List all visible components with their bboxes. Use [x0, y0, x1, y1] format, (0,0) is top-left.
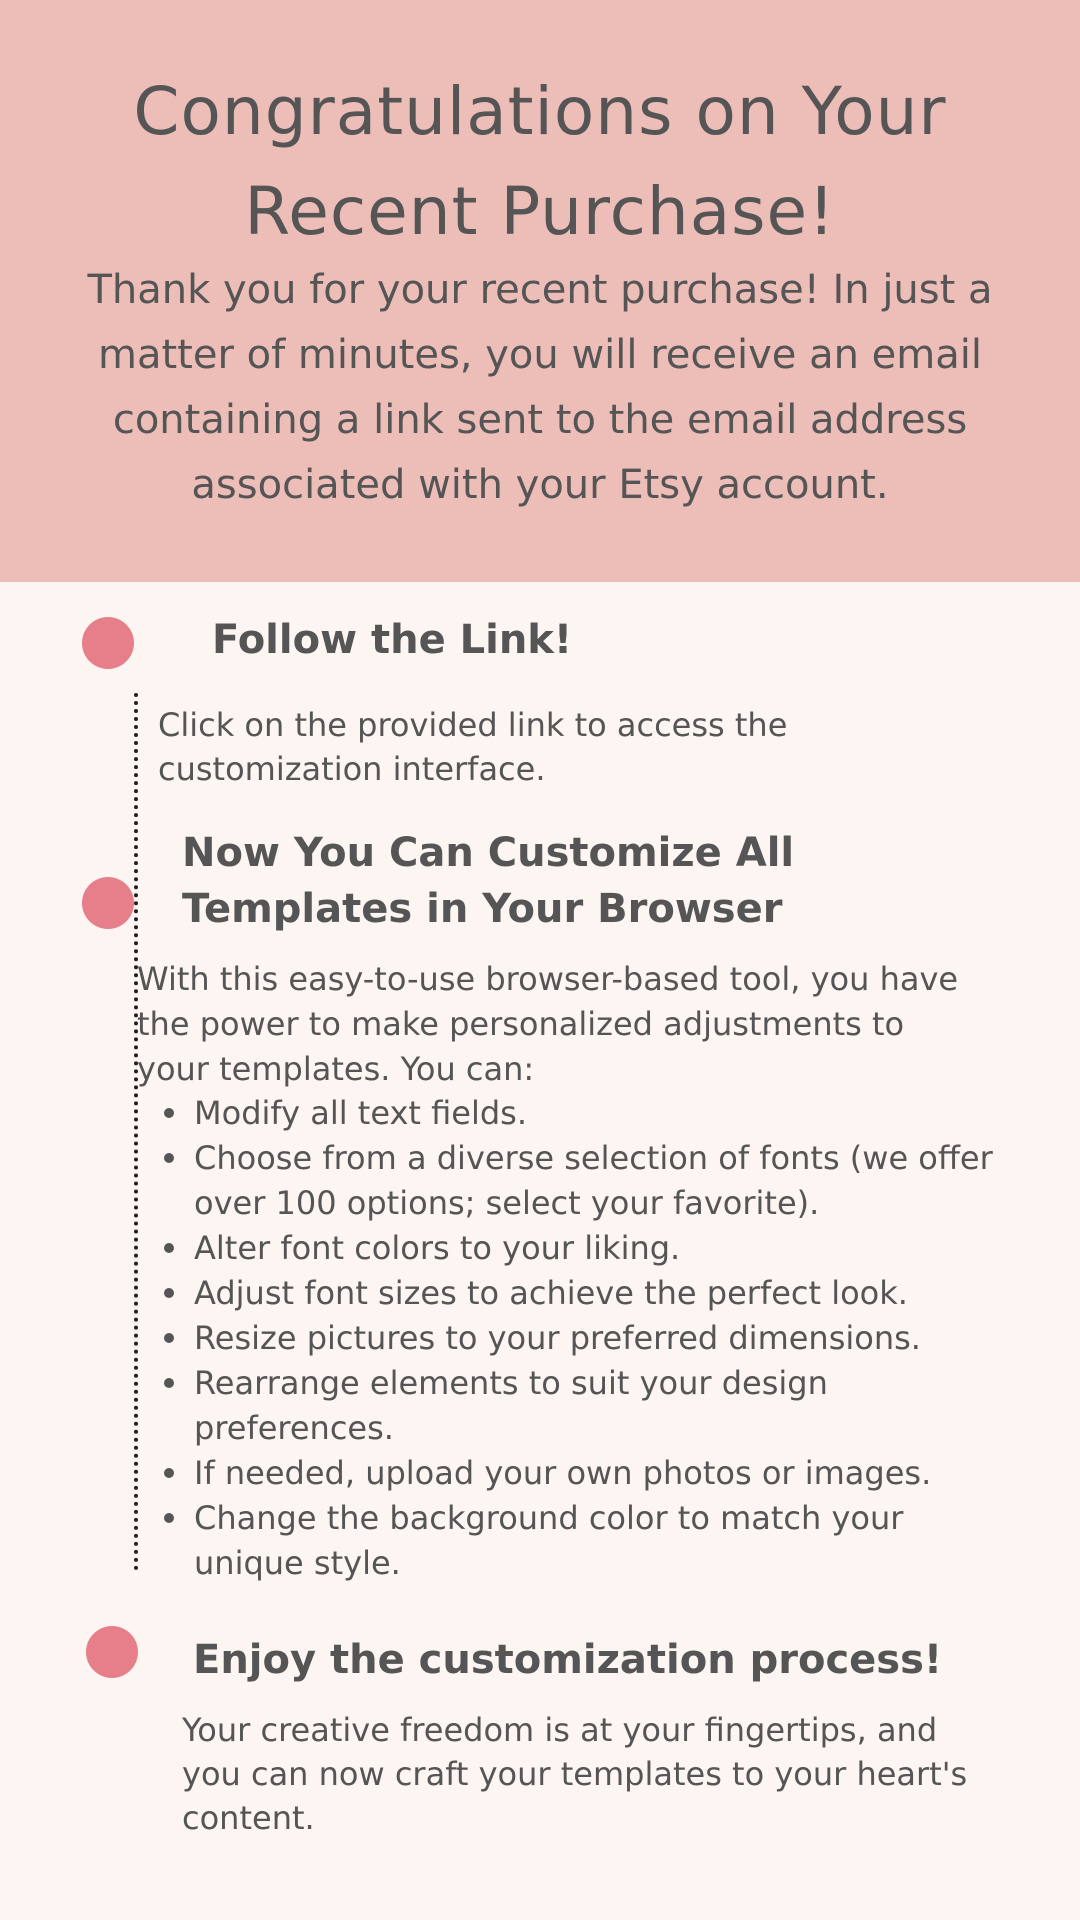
- feature-item: Choose from a diverse selection of fonts (we offer over 100 options; select your favorite).: [194, 1136, 1014, 1226]
- title-line-2: Recent Purchase!: [244, 173, 836, 250]
- header-banner: [0, 0, 1080, 582]
- step-2-text: With this easy-to-use browser-based tool, you have the power to make personalized adjustments to your templates. You can:: [137, 960, 959, 1088]
- feature-item: If needed, upload your own photos or images.: [194, 1451, 1014, 1496]
- step-1-dot-icon: [82, 617, 134, 669]
- feature-item: Modify all text fields.: [194, 1091, 1014, 1136]
- step-2-dot-icon: [82, 877, 134, 929]
- feature-item: Rearrange elements to suit your design preferences.: [194, 1361, 1014, 1451]
- step-3-text: Your creative freedom is at your fingertips, and you can now craft your templates to your heart's content.: [182, 1711, 968, 1837]
- timeline-dotted-line: [134, 693, 138, 1571]
- step-1-title: Follow the Link!: [212, 617, 573, 663]
- step-2-title: Now You Can Customize All Templates in Your Browser: [182, 830, 795, 932]
- step-1-text: Click on the provided link to access the customization interface.: [158, 706, 788, 788]
- feature-item: Change the background color to match your unique style.: [194, 1496, 1014, 1586]
- feature-item: Alter font colors to your liking.: [194, 1226, 1014, 1271]
- step-3-title: Enjoy the customization process!: [193, 1637, 943, 1683]
- intro-text: Thank you for your recent purchase! In just a matter of minutes, you will receive an email containing a link sent to the email address associated with your Etsy account.: [87, 267, 993, 508]
- feature-item: Adjust font sizes to achieve the perfect look.: [194, 1271, 1014, 1316]
- page-title: [40, 62, 1040, 262]
- step-3-dot-icon: [86, 1626, 138, 1678]
- feature-list: [194, 1091, 1014, 1586]
- feature-item: Resize pictures to your preferred dimensions.: [194, 1316, 1014, 1361]
- title-line-1: Congratulations on Your: [133, 73, 947, 150]
